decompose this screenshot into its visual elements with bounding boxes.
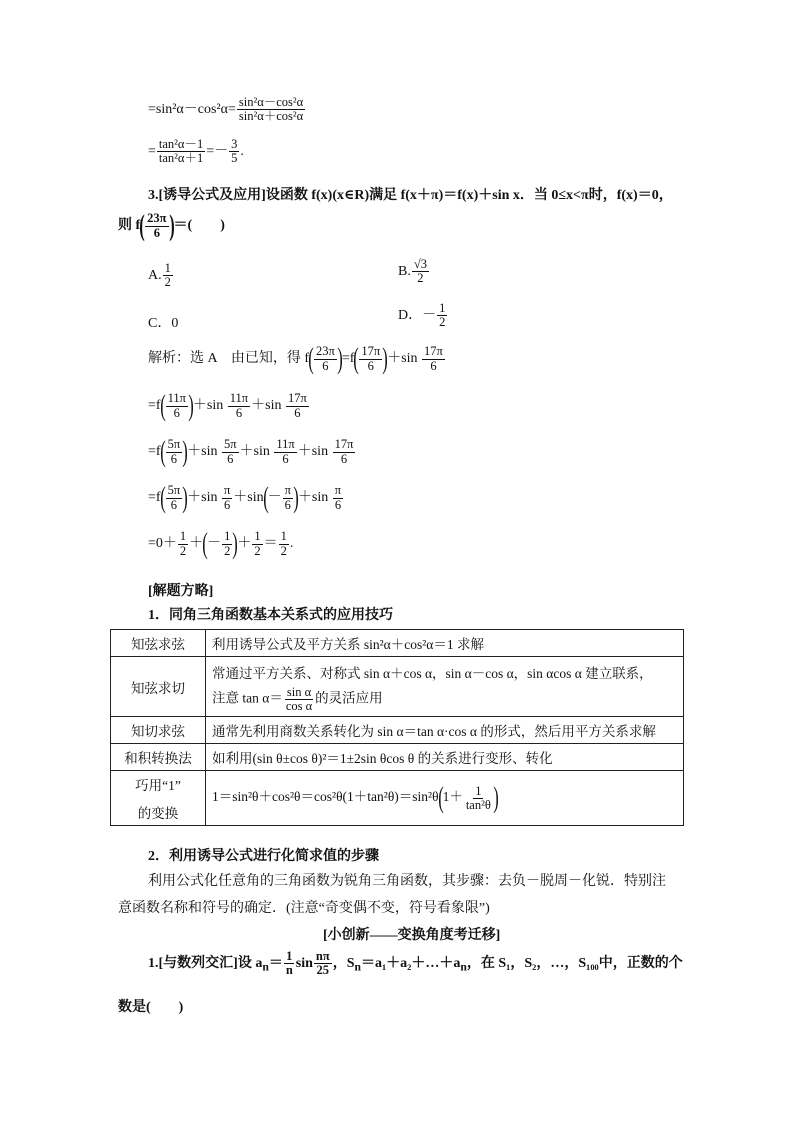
fraction: $\frac{\text{sin²α－cos²α}}{\text{sin²α＋cos²α}}$ — [238, 95, 304, 124]
table-key: 巧用“1” 的变换 — [111, 771, 206, 826]
table-value: 通常先利用商数关系转化为 sin α＝tan α·cos α 的形式，然后用平方关系求解 — [206, 717, 684, 744]
question-3 — [148, 184, 673, 204]
innovation-question-1: 1.[与数列交汇]设 $a_n=$ $\frac{1}{n}$ sin $\frac{n\pi}{25}$ ，$S_n=a_1+a_2+\dots+a_n$，在 S₁，S₂，…，S₁₀₀中，正数的个 — [148, 949, 683, 978]
strategy-title: [解题方略] — [148, 584, 214, 599]
equation-line-1 — [148, 96, 306, 123]
fraction: $\frac{\text{tan²α－1}}{\text{tan²α＋1}}$ — [158, 137, 204, 166]
strategy-paragraph-line-2: 意函数名称和符号的确定．(注意“奇变偶不变，符号看象限”) — [118, 901, 490, 916]
question-text: 设函数 f(x)(x∈R)满足 f(x＋π)＝f(x)＋sin x．当 0≤x<π时，f(x)＝0， — [265, 188, 673, 203]
table-key: 和积转换法 — [111, 744, 206, 771]
table-value: 1＝sin²θ＋cos²θ＝cos²θ(1＋tan²θ)＝sin²θ(1＋ $\frac{1}{\text{tan²θ}}$ ) — [206, 771, 684, 826]
strategy-heading-1: 1．同角三角函数基本关系式的应用技巧 — [148, 608, 393, 623]
table-row — [111, 717, 684, 744]
solution-line-1: 解析：选 A 由已知，得 f( $\frac{23\pi}{6}$ )=f( $\frac{17\pi}{6}$ )＋sin $\frac{17\pi}{6}$ — [148, 342, 443, 375]
solution-line-3: =f( $\frac{5\pi}{6}$ )＋sin $\frac{5\pi}{6}$ ＋sin $\frac{11\pi}{6}$ ＋sin $\frac{17\pi}{6}$ — [148, 435, 354, 468]
fraction: $\frac{3}{5}$ — [231, 137, 238, 166]
table-value: 利用诱导公式及平方关系 sin²α＋cos²α＝1 求解 — [206, 630, 684, 657]
table-row — [111, 630, 684, 657]
innovation-title: [小创新——变换角度考迁移] — [323, 928, 501, 943]
table-row — [111, 744, 684, 771]
table-row — [111, 657, 684, 717]
solution-line-2: =f( $\frac{11\pi}{6}$ )＋sin $\frac{11\pi}{6}$ ＋sin $\frac{17\pi}{6}$ — [148, 389, 307, 422]
question-3-continuation: 则 f( $\frac{23\pi}{6}$ )＝( ) — [118, 209, 225, 242]
innovation-question-1-line-2: 数是( ) — [118, 1000, 184, 1015]
table-key: 知弦求切 — [111, 657, 206, 717]
option-b[interactable]: B. $\frac{√3}{2}$ — [398, 257, 427, 286]
strategy-heading-2: 2．利用诱导公式进行化简求值的步骤 — [148, 849, 379, 864]
table-key: 知切求弦 — [111, 717, 206, 744]
tips-table — [110, 629, 684, 826]
fraction: $\frac{23\pi}{6}$ — [147, 211, 167, 240]
option-a[interactable]: A. $\frac{1}{2}$ — [148, 261, 171, 290]
equation-line-2: = $\frac{\text{tan²α－1}}{\text{tan²α＋1}}$ =－ $\frac{3}{5}$ . — [148, 137, 244, 166]
option-d[interactable]: D．－ $\frac{1}{2}$ — [398, 301, 446, 330]
solution-line-4: =f( $\frac{5\pi}{6}$ )＋sin $\frac{\pi}{6}$ ＋sin(－ $\frac{\pi}{6}$ )＋sin $\frac{\pi}{6}$ — [148, 481, 342, 514]
table-value: 如利用(sin θ±cos θ)²＝1±2sin θcos θ 的关系进行变形、转化 — [206, 744, 684, 771]
strategy-paragraph-line-1: 利用公式化任意角的三角函数为锐角三角函数，其步骤：去负－脱周－化锐．特别注 — [148, 874, 666, 889]
option-c[interactable]: C．0 — [148, 316, 179, 331]
equation-text: =sin²α－cos²α= — [148, 101, 236, 117]
table-value: 常通过平方关系、对称式 sin α＋cos α，sin α－cos α，sin αcos α 建立联系， 注意 tan α＝ $\frac{\text{sin α}}{\text{cos α}}$ 的灵活应用 — [206, 657, 684, 717]
table-key: 知弦求弦 — [111, 630, 206, 657]
solution-line-5: =0＋ $\frac{1}{2}$ ＋(－ $\frac{1}{2}$ )＋ $\frac{1}{2}$ ＝ $\frac{1}{2}$ . — [148, 527, 294, 560]
question-tag: 3.[诱导公式及应用] — [148, 188, 266, 203]
question-tag: 1.[与数列交汇] — [148, 955, 238, 971]
table-row — [111, 771, 684, 826]
